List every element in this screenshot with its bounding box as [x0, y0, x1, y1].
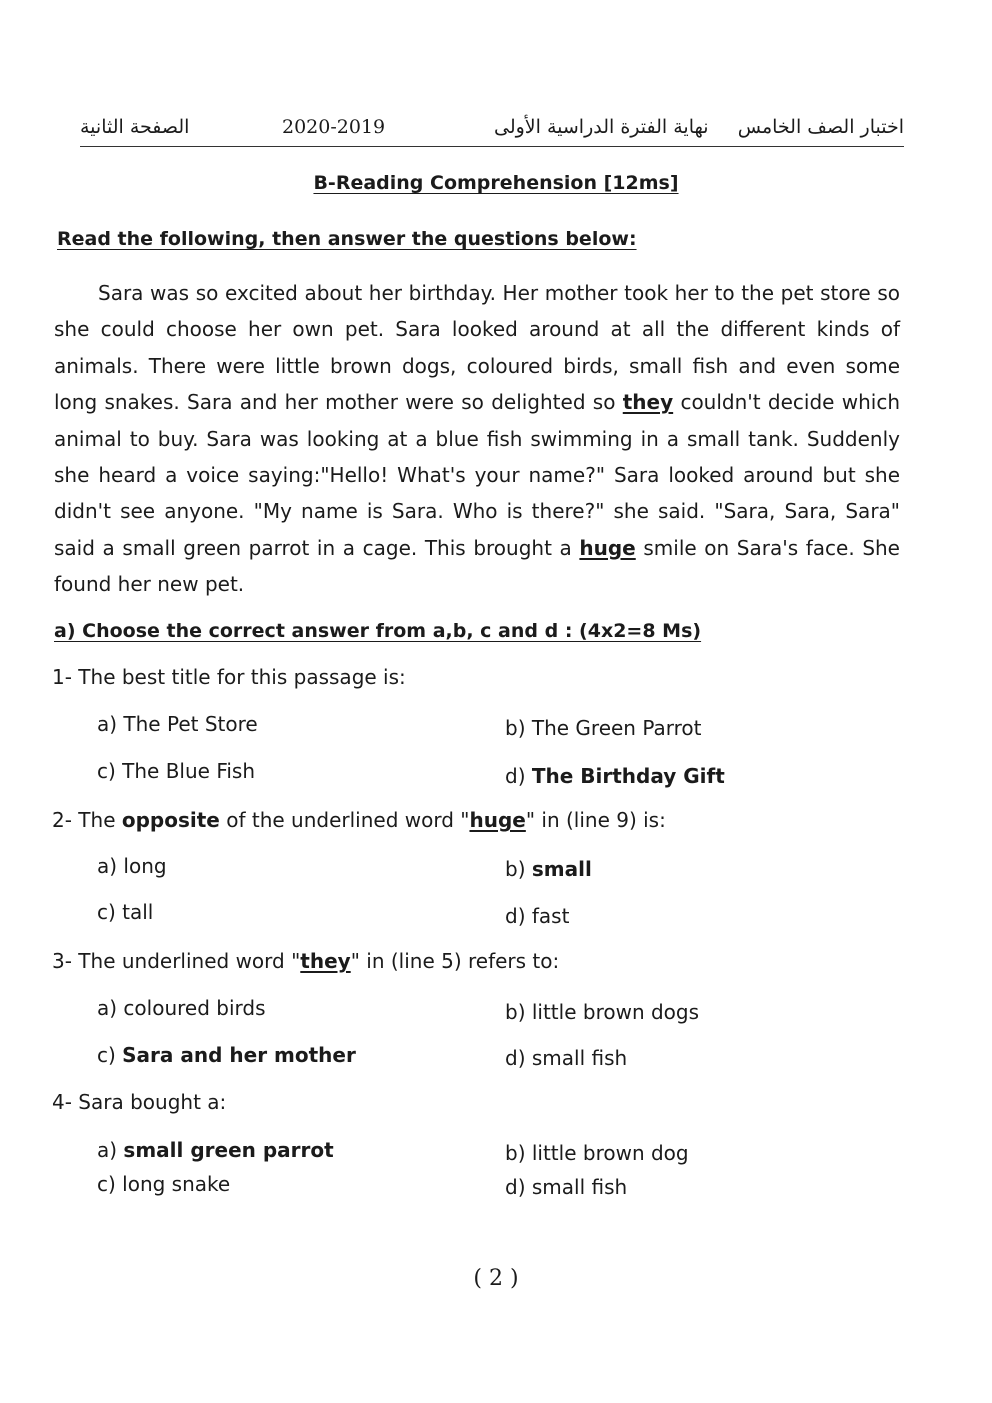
q1-option-c: c) The Blue Fish: [97, 759, 256, 783]
q2-text-3: of the underlined word ": [219, 808, 470, 832]
q2-text-1: 2- The: [52, 808, 122, 832]
underlined-word-they: they: [622, 390, 674, 415]
page-header: [80, 114, 904, 147]
q3-option-b: b) little brown dogs: [505, 1000, 700, 1024]
q1-option-d-prefix: d): [505, 764, 532, 788]
q3-option-c-text: Sara and her mother: [122, 1043, 356, 1067]
q3-text-they: they: [300, 949, 351, 973]
page-number: ( 2 ): [473, 1266, 519, 1291]
q3-option-c: [97, 1043, 356, 1067]
header-term: نهاية الفترة الدراسية الأولى: [494, 116, 709, 138]
q1-option-a: a) The Pet Store: [97, 712, 258, 736]
q2-text-opposite: opposite: [121, 808, 220, 832]
section-title-wrap: [0, 172, 992, 194]
question-2: [52, 808, 666, 832]
passage-part-2: couldn't decide which animal to buy. Sara was looking at a blue fish swimming in a small tank. Suddenly she heard a voice saying:"Hello! What's your name?" Sara looked around but she didn't see anyone. "My name is Sara. Who is there?" she said. "Sara, Sara, Sara" said a small green parrot in a cage. This brought a: [54, 390, 901, 560]
q3-option-c-prefix: c): [97, 1043, 123, 1067]
instruction: Read the following, then answer the questions below:: [57, 228, 637, 250]
reading-passage: [54, 275, 900, 603]
passage-part-1: Sara was so excited about her birthday. Her mother took her to the pet store so she could choose her own pet. Sara looked around at all the different kinds of animals. There were little brown dogs, coloured birds, small fish and even some long snakes. Sara and her mother were so delighted so: [54, 281, 900, 415]
underlined-word-huge: huge: [579, 535, 636, 560]
q2-text-huge: huge: [469, 808, 526, 832]
q4-option-a: [97, 1138, 334, 1162]
q4-option-a-prefix: a): [97, 1138, 124, 1162]
q2-option-c: c) tall: [97, 900, 154, 924]
header-exam-title: اختبار الصف الخامس: [737, 116, 904, 138]
q2-option-b-text: small: [531, 857, 592, 881]
q4-option-a-text: small green parrot: [123, 1138, 334, 1162]
question-3: [52, 949, 559, 973]
question-4: 4- Sara bought a:: [52, 1090, 227, 1114]
q2-option-b-prefix: b): [505, 857, 532, 881]
q3-text-1: 3- The underlined word ": [52, 949, 301, 973]
header-year: 2020-2019: [282, 116, 386, 138]
q4-option-b: b) little brown dog: [505, 1141, 689, 1165]
q4-option-c: c) long snake: [97, 1172, 231, 1196]
header-page-label: الصفحة الثانية: [80, 116, 190, 138]
q4-option-d: d) small fish: [505, 1175, 628, 1199]
q3-text-3: " in (line 5) refers to:: [350, 949, 560, 973]
q1-option-d-text: The Birthday Gift: [531, 764, 725, 788]
q2-option-b: [505, 857, 592, 881]
q2-text-5: " in (line 9) is:: [525, 808, 666, 832]
q2-option-a: a) long: [97, 854, 167, 878]
section-title: B-Reading Comprehension [12ms]: [313, 172, 679, 194]
part-a-heading: a) Choose the correct answer from a,b, c and d : (4x2=8 Ms): [54, 620, 702, 642]
question-1: 1- The best title for this passage is:: [52, 665, 406, 689]
q2-option-d: d) fast: [505, 904, 570, 928]
q1-option-d: [505, 764, 725, 788]
q3-option-d: d) small fish: [505, 1046, 628, 1070]
q3-option-a: a) coloured birds: [97, 996, 266, 1020]
passage-part-3: smile on Sara's face. She found her new pet.: [54, 535, 900, 597]
q1-option-b: b) The Green Parrot: [505, 716, 702, 740]
